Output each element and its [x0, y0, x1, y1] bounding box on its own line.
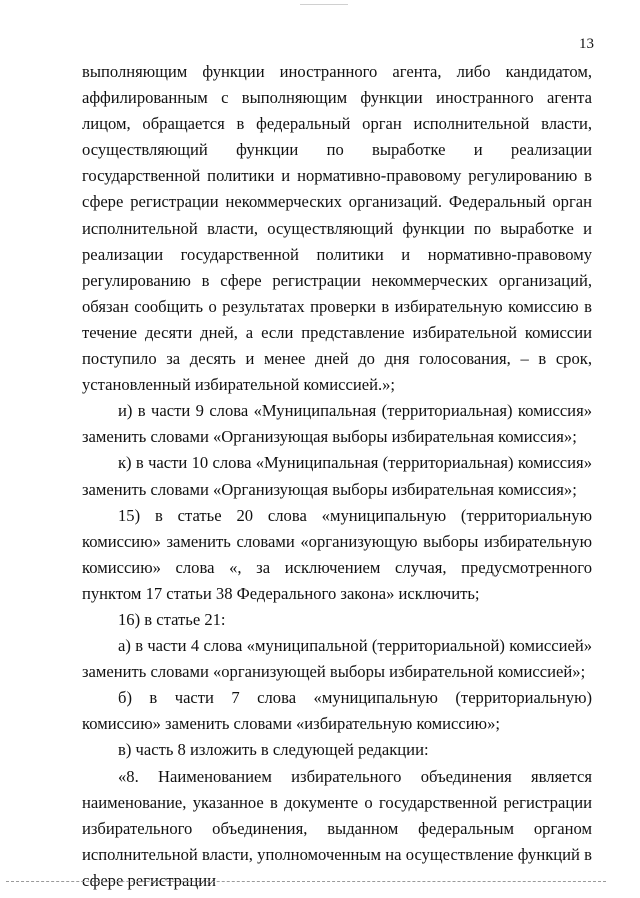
page-footer-divider	[6, 881, 606, 882]
paragraph-part-8: «8. Наименованием избирательного объединения является наименование, указанное в документе о государственной регистрации избирательного объединения, выданном федеральным органом исполнительной власти, уполномоченным на осуществление функций в сфере регистрации	[82, 766, 592, 890]
paragraph-item-v: в) часть 8 изложить в следующей редакции:	[118, 740, 429, 760]
paragraph-item-k: к) в части 10 слова «Муниципальная (территориальная) комиссия» заменить словами «Организующая выборы избирательная комиссия»;	[82, 453, 592, 499]
paragraph-item-a: а) в части 4 слова «муниципальной (территориальной) комиссией» заменить словами «организующей выборы избирательной комиссией»;	[82, 636, 592, 682]
page-number: 13	[579, 36, 594, 52]
paragraph-item-i: и) в части 9 слова «Муниципальная (территориальная) комиссия» заменить словами «Организующая выборы избирательная комиссия»;	[82, 401, 592, 447]
document-body	[82, 59, 592, 894]
paragraph-item-16: 16) в статье 21:	[118, 609, 226, 629]
paragraph-item-15: 15) в статье 20 слова «муниципальную (территориальную комиссию» заменить словами «организующую выборы избирательную комиссию» слова «, за исключением случая, предусмотренного пунктом 17 статьи 38 Федерального закона» исключить;	[82, 505, 592, 603]
paragraph-item-b: б) в части 7 слова «муниципальную (территориальную) комиссию» заменить словами «избирательную комиссию»;	[82, 688, 592, 734]
scan-artifact-line	[300, 4, 348, 5]
paragraph-continuation: выполняющим функции иностранного агента, либо кандидатом, аффилированным с выполняющим функции иностранного агента лицом, обращается в федеральный орган исполнительной власти, осуществляющий функции по выработке и реализации государственной политики и нормативно-правовому регулированию в сфере регистрации некоммерческих организаций. Федеральный орган исполнительной власти, осуществляющий функции по выработке и реализации государственной политики и нормативно-правовому регулированию в сфере регистрации некоммерческих организаций, обязан сообщить о результатах проверки в избирательную комиссию в течение десяти дней, а если представление избирательной комиссии поступило за десять и менее дней до дня голосования, – в срок, установленный избирательной комиссией.»;	[82, 62, 592, 395]
